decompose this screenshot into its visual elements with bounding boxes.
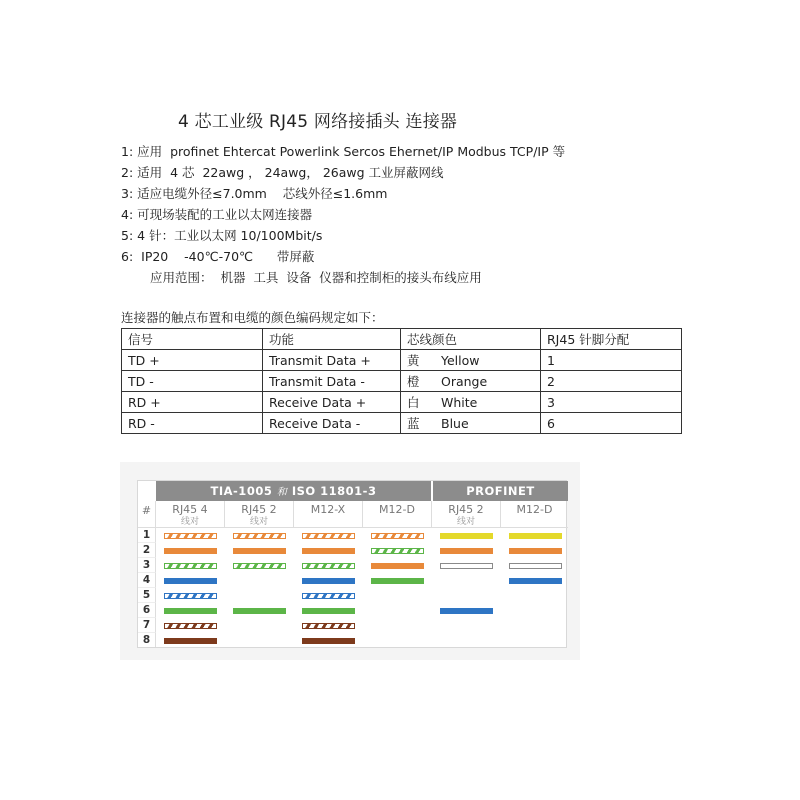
wire-green-icon [302,608,355,614]
wire-blue-stripe-icon [164,593,217,599]
pin-number: 2 [138,543,156,558]
wire-green-stripe-icon [164,563,217,569]
page-title-text: 4 芯工业级 RJ45 网络接插头 连接器 [178,112,458,132]
column-header-profinet-m12-d [501,501,568,528]
cell-signal: RD - [122,413,263,434]
cell-signal: RD + [122,392,263,413]
wire-brown-stripe-icon [302,623,355,629]
cell-function: Receive Data + [263,392,401,413]
group-header-conjunction: 和 [276,487,288,498]
cell-pin: 1 [541,350,682,371]
wire-green-icon [233,608,286,614]
pin-number: 5 [138,588,156,603]
spec-number: 4: [121,207,134,222]
column-header-profinet-rj45-2-pair [432,501,501,528]
column-header-rj45-4-pair [156,501,225,528]
cell-pin: 3 [541,392,682,413]
color-zh: 橙 [407,374,420,389]
spec-text: 可现场装配的工业以太网连接器 [137,207,313,222]
column-subtitle: 线对 [456,517,475,527]
wire-green-icon [164,608,217,614]
wire-orange-icon [440,548,493,554]
wire-blue-icon [509,578,562,584]
column-title: M12-D [516,503,553,516]
wire-green-icon [371,578,424,584]
column-subtitle: 线对 [180,517,199,527]
table-row [122,371,682,392]
spec-text: 4 针：工业以太网 10/100Mbit/s [137,228,323,243]
pin-number: 4 [138,573,156,588]
wire-green-stripe-icon [371,548,424,554]
cell-signal: TD - [122,371,263,392]
wire-blue-icon [440,608,493,614]
wire-blue-icon [164,578,217,584]
color-en: Blue [441,416,469,431]
cell-pin: 2 [541,371,682,392]
cell-function: Receive Data - [263,413,401,434]
cell-color [401,392,541,413]
wire-white-icon [440,563,493,569]
column-header-rj45-2-pair [225,501,294,528]
column-header-m12-d [363,501,432,528]
cell-color [401,413,541,434]
application-scope: 应用范围： 机器 工具 设备 仪器和控制柜的接头布线应用 [150,270,482,285]
spec-item-2 [121,163,444,181]
pin-number: 8 [138,633,156,647]
pin-number: 6 [138,603,156,618]
wire-green-stripe-icon [233,563,286,569]
group-header-text: ISO 11801-3 [287,484,377,498]
spec-text: 应用 profinet Ehtercat Powerlink Sercos Ehernet/IP Modbus TCP/IP 等 [137,144,566,159]
column-title: M12-D [379,503,415,516]
wire-orange-stripe-icon [233,533,286,539]
cell-function: Transmit Data - [263,371,401,392]
color-en: Orange [441,374,488,389]
spec-number: 1: [121,144,134,159]
pin-number-header: # [138,501,156,528]
group-header-text: TIA-1005 [210,484,277,498]
spec-item-5 [121,226,322,244]
wire-orange-icon [302,548,355,554]
cell-color [401,371,541,392]
color-zh: 白 [407,395,420,410]
wire-orange-icon [164,548,217,554]
wire-blue-stripe-icon [302,593,355,599]
group-header-text: PROFINET [466,484,535,498]
table-row [122,350,682,371]
spec-text: 适用 4 芯 22awg ， 24awg， 26awg 工业屏蔽网线 [137,165,444,180]
header-signal: 信号 [122,329,263,350]
header-pin: RJ45 针脚分配 [541,329,682,350]
table-row [122,392,682,413]
header-function: 功能 [263,329,401,350]
cell-pin: 6 [541,413,682,434]
spec-text: IP20 -40℃-70℃ 带屏蔽 [137,249,315,264]
wire-orange-stripe-icon [302,533,355,539]
color-en: Yellow [441,353,480,368]
color-zh: 黄 [407,353,420,368]
column-header-m12-x [294,501,363,528]
header-wire-color: 芯线颜色 [401,329,541,350]
wire-blue-icon [302,578,355,584]
pin-number: 1 [138,528,156,543]
spec-number: 6: [121,249,134,264]
spec-item-6 [121,247,314,265]
color-en: White [441,395,478,410]
wire-orange-icon [509,548,562,554]
column-title: RJ45 2 [448,503,484,516]
group-header-tia-iso [156,481,433,501]
wire-brown-stripe-icon [164,623,217,629]
wire-orange-icon [233,548,286,554]
cell-function: Transmit Data + [263,350,401,371]
wire-brown-icon [302,638,355,644]
wire-white-icon [509,563,562,569]
cell-signal: TD + [122,350,263,371]
column-title: M12-X [310,503,346,516]
wire-green-stripe-icon [302,563,355,569]
wire-yellow-icon [509,533,562,539]
spec-item-1 [121,142,565,160]
pin-number: 3 [138,558,156,573]
wire-brown-icon [164,638,217,644]
table-row [122,413,682,434]
color-zh: 蓝 [407,416,420,431]
wire-orange-stripe-icon [164,533,217,539]
spec-text: 适应电缆外径≤7.0mm 芯线外径≤1.6mm [137,186,388,201]
column-title: RJ45 4 [172,503,208,516]
table-caption: 连接器的触点布置和电缆的颜色编码规定如下： [121,310,384,325]
cell-color [401,350,541,371]
signal-table [121,328,682,434]
page-title [0,107,650,132]
column-title: RJ45 2 [241,503,277,516]
wire-yellow-icon [440,533,493,539]
spec-item-4 [121,205,312,223]
spec-item-3 [121,184,387,202]
spec-number: 5: [121,228,134,243]
column-subtitle: 线对 [249,517,268,527]
spec-number: 2: [121,165,134,180]
table-header-row [122,329,682,350]
wire-orange-stripe-icon [371,533,424,539]
spec-number: 3: [121,186,134,201]
wiring-diagram [137,480,567,648]
group-header-profinet [433,481,568,501]
pin-number: 7 [138,618,156,633]
wire-orange-icon [371,563,424,569]
